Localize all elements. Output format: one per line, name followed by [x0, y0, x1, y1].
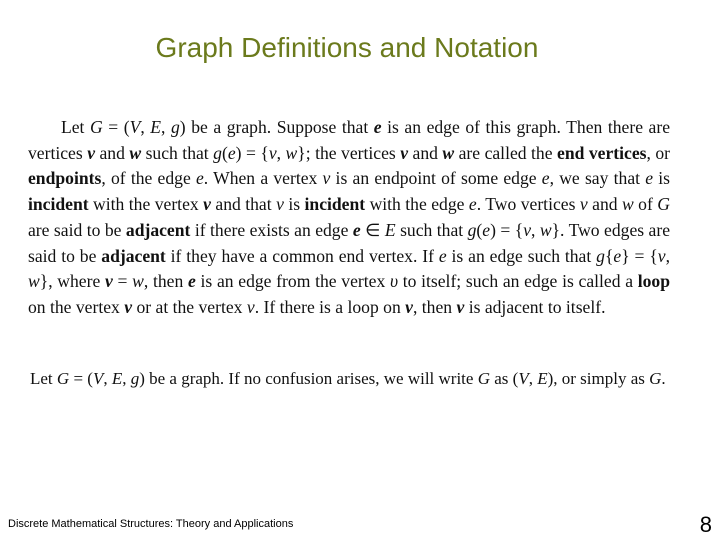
slide-title: Graph Definitions and Notation	[155, 32, 539, 63]
page-number: 8	[699, 512, 712, 537]
notation-paragraph: Let G = (V, E, g) be a graph. If no confusion arises, we will write G as (V, E), or simply as G.	[30, 369, 666, 388]
slide-footer: Discrete Mathematical Structures: Theory and Applications	[8, 518, 294, 530]
definition-paragraph	[28, 115, 670, 321]
definition-paragraph-text: Let G = (V, E, g) be a graph. Suppose that e is an edge of this graph. Then there are vertices v and w such that g(e) = {v, w}; the vertices v and w are called the end vertices, or endpoints, of the edge e. When a vertex v is an endpoint of some edge e, we say that e is incident with the vertex v and that v is incident with the edge e. Two vertices v and w of G are said to be adjacent if there exists an edge e ∈ E such that g(e) = {v, w}. Two edges are said to be adjacent if they have a common end vertex. If e is an edge such that g{e} = {v, w}, where v = w, then e is an edge from the vertex υ to itself; such an edge is called a loop on the vertex v or at the vertex v. If there is a loop on v, then v is adjacent to itself.	[28, 117, 671, 317]
